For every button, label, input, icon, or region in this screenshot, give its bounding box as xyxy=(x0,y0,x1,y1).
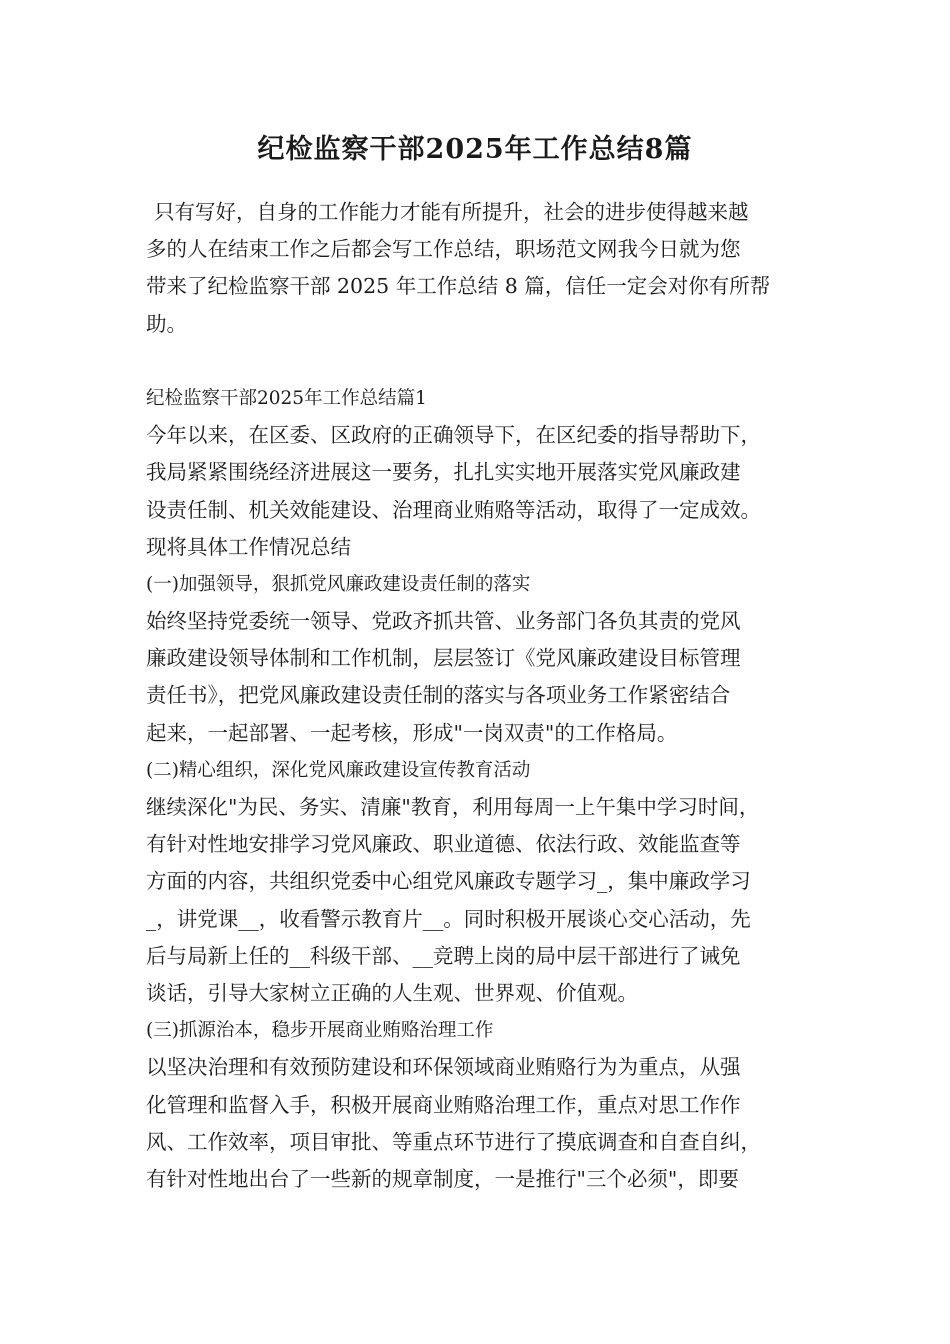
document-body xyxy=(146,194,826,1198)
paragraph-line: 我局紧紧围绕经济进展这一要务，扎扎实实地开展落实党风廉政建 xyxy=(146,460,741,485)
paragraph-line: 后与局新上任的__科级干部、__竞聘上岗的局中层干部进行了诫免 xyxy=(146,943,741,968)
subheading: (一)加强领导，狠抓党风廉政建设责任制的落实 xyxy=(146,573,531,595)
paragraph-line: 设责任制、机关效能建设、治理商业贿赂等活动，取得了一定成效。 xyxy=(146,497,761,522)
intro-line: 只有写好，自身的工作能力才能有所提升，社会的进步使得越来越 xyxy=(154,200,749,224)
section-title: 纪检监察干部2025年工作总结篇1 xyxy=(146,387,427,409)
document-title: 纪检监察干部2025年工作总结8篇 xyxy=(257,134,693,165)
paragraph-spacer xyxy=(146,343,826,380)
intro-line: 带来了纪检监察干部 2025 年工作总结 8 篇，信任一定会对你有所帮 xyxy=(146,274,771,299)
intro-line: 多的人在结束工作之后都会写工作总结，职场范文网我今日就为您 xyxy=(146,237,741,262)
subheading: (三)抓源治本，稳步开展商业贿赂治理工作 xyxy=(146,1020,494,1042)
paragraph-line: 化管理和监督入手，积极开展商业贿赂治理工作，重点对思工作作 xyxy=(146,1092,741,1117)
paragraph-line: 风、工作效率，项目审批、等重点环节进行了摸底调查和自查自纠， xyxy=(146,1129,761,1154)
paragraph-line: 始终坚持党委统一领导、党政齐抓共管、业务部门各负其责的党风 xyxy=(146,609,741,634)
paragraph-line: 方面的内容，共组织党委中心组党风廉政专题学习_，集中廉政学习 xyxy=(146,869,751,894)
paragraph-line: 责任书》，把党风廉政建设责任制的落实与各项业务工作紧密结合 xyxy=(146,683,731,708)
paragraph-line: 廉政建设领导体制和工作机制，层层签订《党风廉政建设目标管理 xyxy=(146,646,741,671)
intro-line: 助。 xyxy=(146,311,187,336)
paragraph-line: 继续深化"为民、务实、清廉"教育，利用每周一上午集中学习时间， xyxy=(146,795,760,819)
subheading: (二)精心组织，深化党风廉政建设宣传教育活动 xyxy=(146,759,531,781)
paragraph-line: 有针对性地安排学习党风廉政、职业道德、依法行政、效能监查等 xyxy=(146,832,741,857)
paragraph-line: 以坚决治理和有效预防建设和环保领域商业贿赂行为为重点，从强 xyxy=(146,1055,741,1080)
paragraph-line: 现将具体工作情况总结 xyxy=(146,534,351,559)
paragraph-line: 起来，一起部署、一起考核，形成"一岗双责"的工作格局。 xyxy=(146,720,678,745)
paragraph-line: _，讲党课__，收看警示教育片__。同时积极开展谈心交心活动，先 xyxy=(146,906,751,931)
paragraph-line: 谈话，引导大家树立正确的人生观、世界观、价值观。 xyxy=(146,980,638,1005)
paragraph-line: 今年以来，在区委、区政府的正确领导下，在区纪委的指导帮助下， xyxy=(146,423,761,448)
paragraph-line: 有针对性地出台了一些新的规章制度，一是推行"三个必须"，即要 xyxy=(146,1166,739,1191)
